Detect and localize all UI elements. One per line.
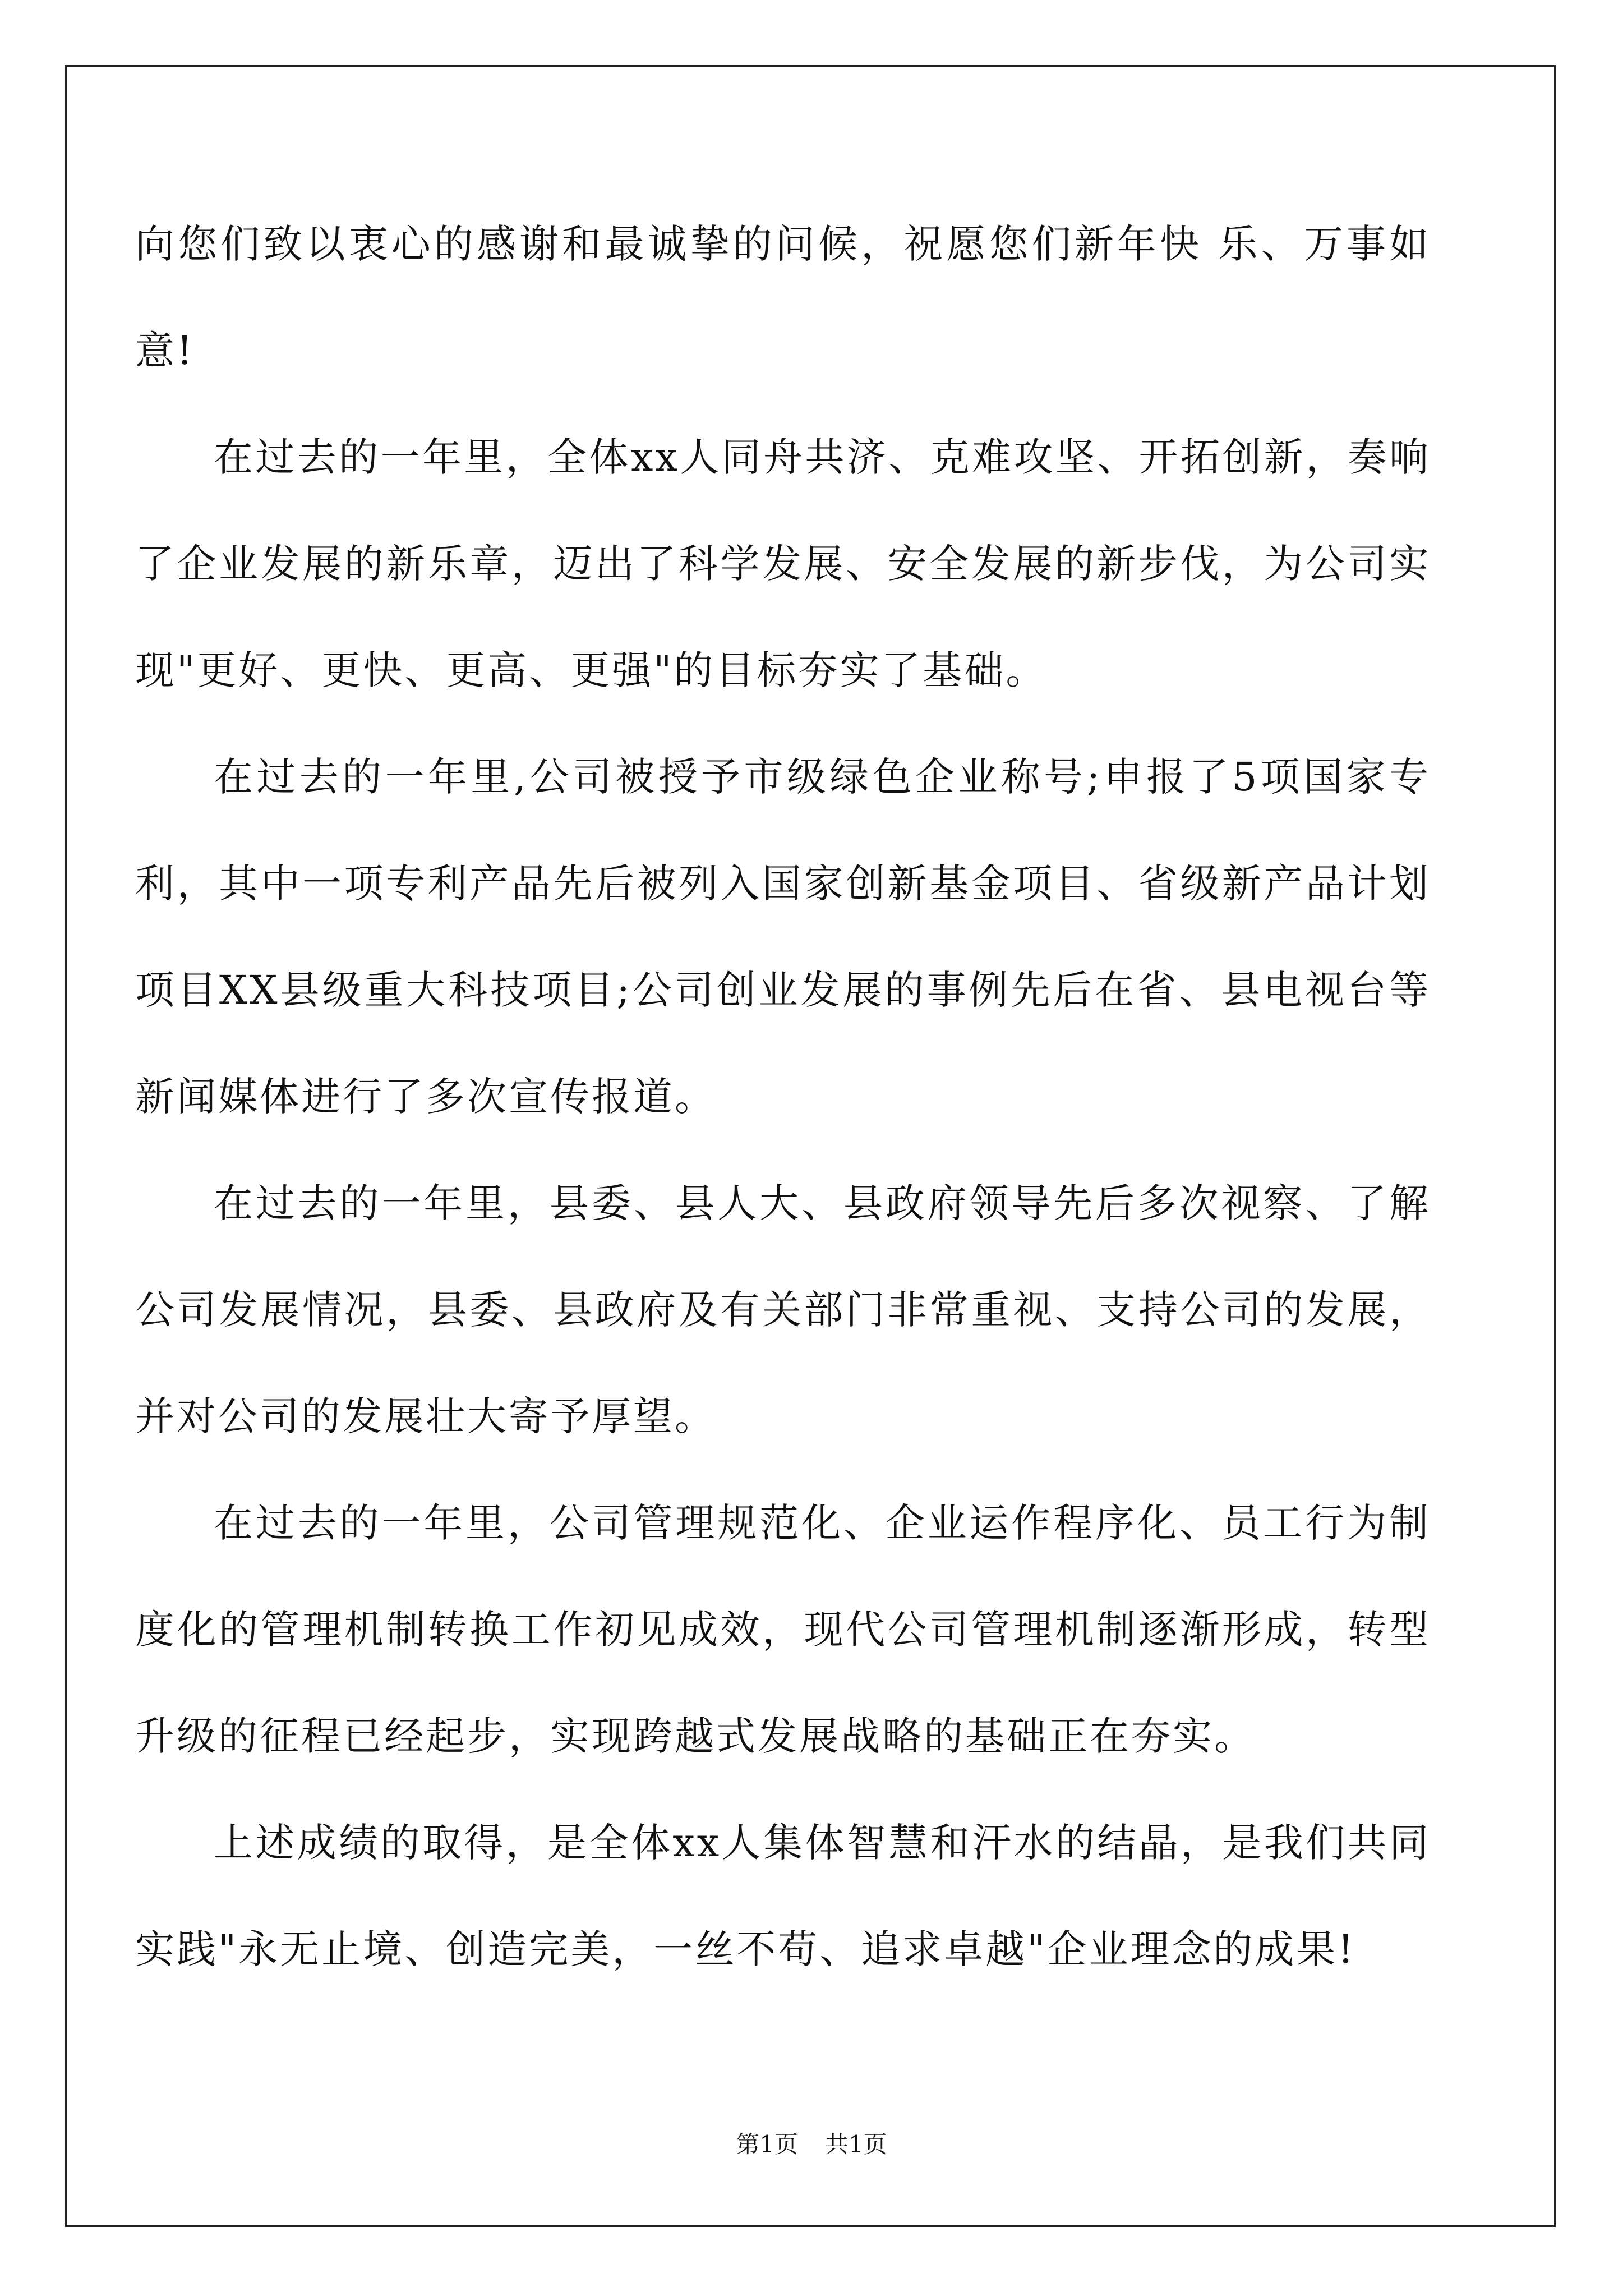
page-footer <box>0 2126 1623 2160</box>
page-total: 共1页 <box>825 2131 887 2158</box>
paragraph-government-support: 在过去的一年里，县委、县人大、县政府领导先后多次视察、了解公司发展情况，县委、县政府及有关部门非常重视、支持公司的发展，并对公司的发展壮大寄予厚望。 <box>135 1180 1431 1439</box>
document-body <box>135 191 1431 2003</box>
page-number: 第1页 <box>736 2131 798 2158</box>
paragraph-achievements-intro: 在过去的一年里，全体xx人同舟共济、克难攻坚、开拓创新，奏响了企业发展的新乐章，迈出了科学发展、安全发展的新步伐，为公司实现"更好、更快、更高、更强"的目标夯实了基础。 <box>135 434 1431 693</box>
paragraph-awards-patents: 在过去的一年里,公司被授予市级绿色企业称号;申报了5项国家专利，其中一项专利产品先后被列入国家创新基金项目、省级新产品计划项目XX县级重大科技项目;公司创业发展的事例先后在省、县电视台等新闻媒体进行了多次宣传报道。 <box>135 754 1431 1120</box>
paragraph-conclusion: 上述成绩的取得，是全体xx人集体智慧和汗水的结晶，是我们共同实践"永无止境、创造完美，一丝不苟、追求卓越"企业理念的成果! <box>135 1820 1431 1972</box>
paragraph-greeting: 向您们致以衷心的感谢和最诚挚的问候，祝愿您们新年快 乐、万事如意! <box>135 221 1431 374</box>
paragraph-management: 在过去的一年里，公司管理规范化、企业运作程序化、员工行为制度化的管理机制转换工作初见成效，现代公司管理机制逐渐形成，转型升级的征程已经起步，实现跨越式发展战略的基础正在夯实。 <box>135 1500 1431 1759</box>
